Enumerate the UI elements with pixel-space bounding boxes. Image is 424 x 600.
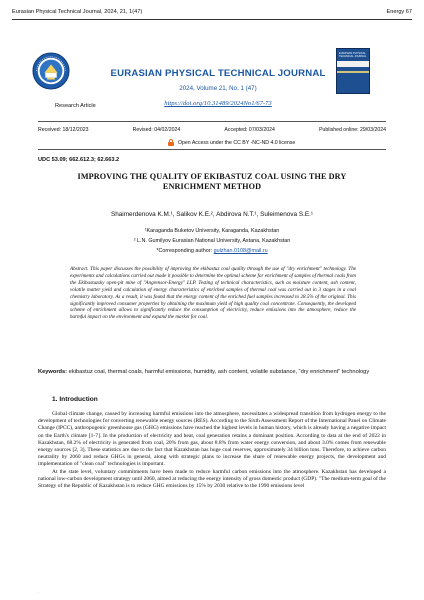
- accepted-date: Accepted: 07/03/2024: [224, 127, 275, 133]
- body-paragraph: Global climate change, caused by increasing harmful emissions into the atmosphere, necessitates a widespread transition from hydrogen energy to the development of technologies for converting renewable energy sources (RES). According to the Sixth Assessment Report of the International Panel on Climate Change (IPCC), anthropogenic greenhouse gas (GHG) emissions have reached the highest levels in human history, which is already having a negative impact on the Earth's climate [1-7]. In the production of electricity and heat, coal generation retains a dominant position. According to data at the end of 2022 in Kazakhstan, 68.2% of electricity is generated from coal, 20% from gas, about 8.8% from water energy conversion, and about 3.0% comes from renewable energy sources [2, 3]. These statistics are due to the fact that Kazakhstan has huge coal reserves, approximately 34 billion tons. Therefore, to achieve carbon neutrality by 2060 and reduce GHGs in general, along with strategic plans to increase the share of renewable energy projects, the development and implementation of "clean coal" technologies is important.: [38, 411, 386, 468]
- keywords-text: ekibastuz coal, thermal coals, harmful emissions, humidity, ash content, volatile substance, “dry enrichment” technology: [67, 369, 370, 375]
- author-email-link[interactable]: gulzhan.0108@mail.ru: [213, 248, 268, 254]
- affiliation-2: ² L.N. Gumilyov Eurasian National University, Astana, Kazakhstan: [133, 238, 291, 244]
- corresponding-label: *Corresponding author:: [156, 248, 214, 254]
- volume-issue: 2024, Volume 21, No. 1 (47): [179, 85, 257, 92]
- affiliation-1: ¹Karaganda Buketov University, Karaganda, Kazakhstan: [144, 228, 280, 234]
- header-divider: [12, 19, 412, 20]
- keywords: [38, 369, 386, 377]
- open-access-lock-icon: [168, 139, 174, 146]
- abstract: [70, 266, 356, 321]
- journal-reference: Eurasian Physical Technical Journal, 2024, 21, 1(47): [12, 9, 143, 15]
- introduction-body: [38, 411, 386, 490]
- university-seal-logo: [32, 52, 70, 90]
- author-list: Shaimerdenova K.M.¹, Salikov K.E.², Abdirova N.T.¹, Suleimenova S.E.¹: [110, 211, 314, 218]
- doi-link[interactable]: https://doi.org/10.31489/2024No1/67-73: [164, 100, 272, 107]
- keywords-label: Keywords:: [38, 369, 68, 375]
- corresponding-author: [40, 247, 384, 255]
- body-paragraph: At the state level, voluntary commitments have been made to reduce harmful carbon emissions into the atmosphere. Kazakhstan has developed a national low-carbon development strategy until 2060, aimed at reducing the energy intensity of gross domestic product (GDP). "The medium-term goal of the Strategy of the Republic of Kazakhstan is to reduce GHG emissions by 15% by 2030 relative to the 1990 emissions level: [38, 468, 386, 490]
- article-dates: [38, 127, 386, 133]
- article-type: Research Article: [55, 103, 96, 109]
- section-heading-introduction: 1. Introduction: [52, 396, 98, 403]
- cover-stripe-accent: [337, 71, 369, 73]
- received-date: Received: 18/12/2023: [38, 127, 89, 133]
- revised-date: Revised: 04/02/2024: [132, 127, 181, 133]
- cover-title: EURASIAN PHYSICAL TECHNICAL JOURNAL: [339, 52, 367, 58]
- dates-bottom-rule: [38, 149, 386, 150]
- abstract-text: This paper discusses the possibility of improving the ekibastuz coal quality through the use of "dry enrichment" technology. The experiments and calculations carried out made it possible to determine the optimal scheme for enrichment of samples of thermal coals from the Ekibastuzsky open-pit mine of "Angrensor-Energy" LLP. Testing of technical characteristics, such as moisture content, ash content, volatile matter yield and calculation of energy characteristics of enriched samples of thermal coal was carried out in 3 stages in a coal chemistry laboratory. As a result, it was found that the energy content of the enriched fuel samples increased to 28.5% of the original. This significantly improved consumer properties by obtaining the maximum yield of high quality coal concentrate. Consequently, the developed scheme of enrichment allows to significantly reduce the consumption of electricity, reduce emissions into the atmosphere, reduce the harmful impact on the environment and expand the market for coal.: [70, 266, 356, 321]
- udc-codes: UDC 53.09; 662.612.3; 62.663.2: [38, 157, 120, 163]
- cover-stripe: [337, 61, 369, 67]
- paper-title: IMPROVING THE QUALITY OF EKIBASTUZ COAL USING THE DRY ENRICHMENT METHOD: [77, 172, 347, 191]
- abstract-label: Abstract.: [70, 266, 89, 272]
- open-access-line: [168, 139, 295, 146]
- running-header: [12, 9, 412, 19]
- journal-title: EURASIAN PHYSICAL TECHNICAL JOURNAL: [110, 68, 326, 79]
- dates-top-rule: [38, 121, 386, 122]
- published-date: Published online: 29/03/2024: [319, 127, 386, 133]
- journal-cover-thumbnail: [336, 48, 370, 94]
- footer-mark: ·: [38, 590, 40, 595]
- license-text[interactable]: Open Access under the CC BY -NC-ND 4.0 license: [178, 139, 296, 146]
- section-page-label: Energy 67: [386, 9, 412, 15]
